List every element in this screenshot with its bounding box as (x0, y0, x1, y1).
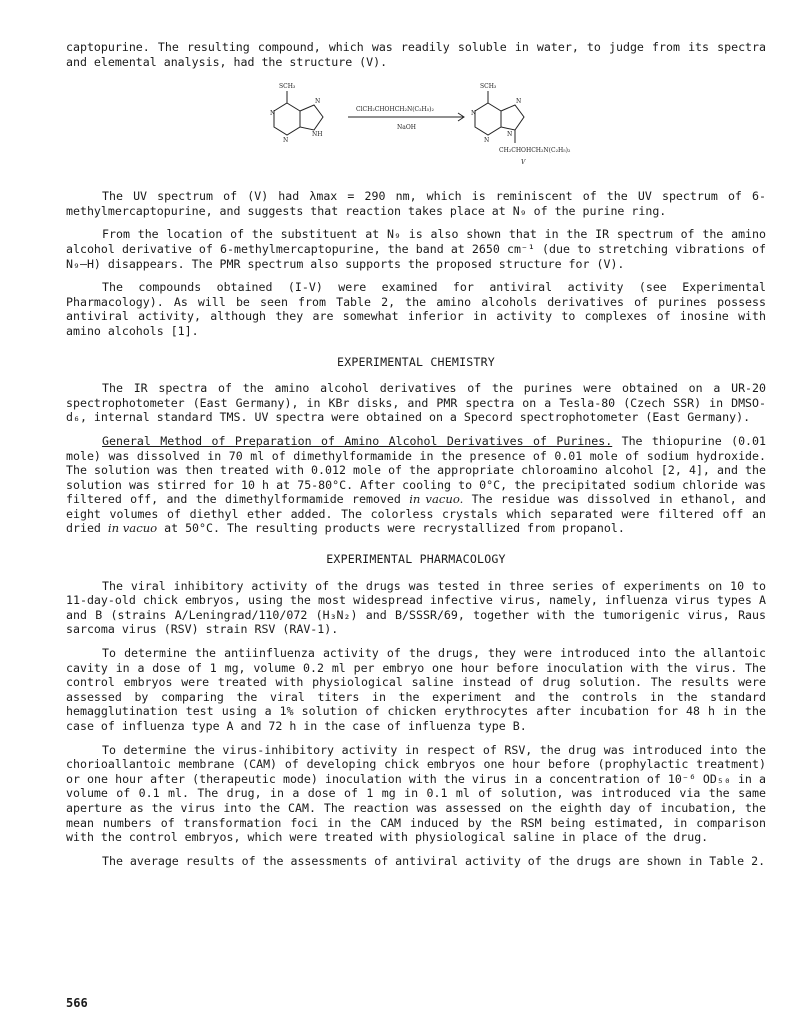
heading-experimental-pharmacology: EXPERIMENTAL PHARMACOLOGY (326, 552, 506, 567)
page-body (66, 40, 766, 868)
ring-label-right-n3: N (484, 137, 490, 145)
paragraph-method (66, 434, 766, 536)
paragraph-viral: The viral inhibitory activity of the drugs was tested in three series of experiments on 10 to 11-day-old chick embryos, using the most widespread infective virus, namely, influenza virus types A and B (strains A/Leningrad/110/072 (H₃N₂) and B/SSSR/69, together with the tumorigenic virus, Raus sarcoma virus (RSV) strain RSV (RAV-1). (66, 578, 766, 637)
ring-label-left-n7: N (315, 98, 321, 106)
paragraph-influenza: To determine the antiinfluenza activity of the drugs, they were introduced into the allantoic cavity in a dose of 1 mg, volume 0.2 ml per embryo one hour before inoculation with the virus. The control embryos were treated with physiological saline instead of drug solution. The results were assessed by comparing the viral titers in the experiment and the controls in the standard hemagglutination test using a 1% solution of chicken erythrocytes after incubation for 48 h in the case of influenza type A and 72 h in the case of influenza type B. (66, 646, 766, 733)
ring-label-right-n9: N (507, 131, 513, 139)
condition-label: NaOH (397, 124, 416, 132)
ring-label-right-n7: N (516, 98, 522, 106)
ring-label-left-n3: N (283, 137, 289, 145)
method-title: General Method of Preparation of Amino Alcohol Derivatives of Purines. (102, 433, 613, 448)
method-text-b: The residue was dissolved in ethanol, and eight volumes of diethyl ether added. The colorless crystals which separated were filtered off an dried (66, 492, 766, 536)
compound-v-label: V (521, 159, 526, 167)
paragraph-spectra: The IR spectra of the amino alcohol derivatives of the purines were obtained on a UR-20 spectrophotometer (East Germany), in KBr disks, and PMR spectra on a Tesla-80 (Czech SSR) in DMSO-d₆, internal standard TMS. UV spectra were obtained on a Specord spectrophotometer (East Germany). (66, 381, 766, 425)
right-sch3-label: SCH₃ (480, 83, 497, 91)
left-pyrimidine-ring (274, 103, 300, 135)
in-vacuo-2: in vacuo (107, 521, 158, 536)
ring-label-left-n1: N (270, 110, 276, 118)
page-number: 566 (66, 996, 88, 1010)
reagent-label: ClCH₂CHOHCH₂N(C₂H₅)₂ (356, 106, 434, 114)
left-imidazole-ring (300, 105, 323, 130)
paragraph-intro: captopurine. The resulting compound, which was readily soluble in water, to judge from its spectra and elemental analysis, had the structure (V). (66, 40, 766, 69)
left-sch3-label: SCH₃ (279, 83, 296, 91)
paragraph-uv: The UV spectrum of (V) had λmax = 290 nm, which is reminiscent of the UV spectrum of 6-methylmercaptopurine, and suggests that reaction takes place at N₉ of the purine ring. (66, 189, 766, 218)
reaction-scheme (66, 71, 766, 179)
ring-label-left-nh: NH (312, 131, 323, 139)
side-chain-label: CH₂CHOHCH₂N(C₂H₅)₂ (499, 147, 571, 155)
in-vacuo-1: in vacuo. (409, 492, 464, 507)
ring-label-right-n1: N (471, 110, 477, 118)
method-text-c: at 50°C. The resulting products were recrystallized from propanol. (157, 521, 625, 536)
paragraph-ir: From the location of the substituent at N₉ is also shown that in the IR spectrum of the amino alcohol derivative of 6-methylmercaptopurine, the band at 2650 cm⁻¹ (due to stretching vibrations of N₉—H) disappears. The PMR spectrum also supports the proposed structure for (V). (66, 227, 766, 271)
right-pyrimidine-ring (475, 103, 501, 135)
right-imidazole-ring (501, 105, 524, 130)
paragraph-average: The average results of the assessments of antiviral activity of the drugs are shown in Table 2. (102, 853, 766, 868)
reaction-scheme-drawing (66, 71, 766, 179)
heading-experimental-chemistry: EXPERIMENTAL CHEMISTRY (337, 354, 495, 369)
paragraph-rsv: To determine the virus-inhibitory activity in respect of RSV, the drug was introduced into the chorioallantoic membrane (CAM) of developing chick embryos one hour before (prophylactic treatment) or one hour after (therapeutic mode) inoculation with the virus in a concentration of 10⁻⁶ OD₅₀ in a volume of 0.1 ml. The drug, in a dose of 1 mg in 0.1 ml of solution, was introduced via the same aperture as the virus into the CAM. The reaction was assessed on the eighth day of incubation, the mean numbers of transformation foci in the CAM induced by the RSM being estimated, in comparison with the control embryos, which were treated with physiological saline in place of the drug. (66, 742, 766, 845)
method-text-a: The thiopurine (0.01 mole) was dissolved in 70 ml of dimethylformamide in the presence of 0.01 mole of sodium hydroxide. The solution was then treated with 0.012 mole of the appropriate chloroamino alcohol [2, 4], and the solution was stirred for 10 h at 75-80°C. After cooling to 0°C, the precipitated sodium chloride was filtered off, and the dimethylformamide removed (66, 433, 766, 507)
paragraph-compounds: The compounds obtained (I-V) were examined for antiviral activity (see Experimental Pharmacology). As will be seen from Table 2, the amino alcohols derivatives of purines possess antiviral activity, although they are somewhat inferior in activity to complexes of inosine with amino alcohols [1]. (66, 280, 766, 338)
